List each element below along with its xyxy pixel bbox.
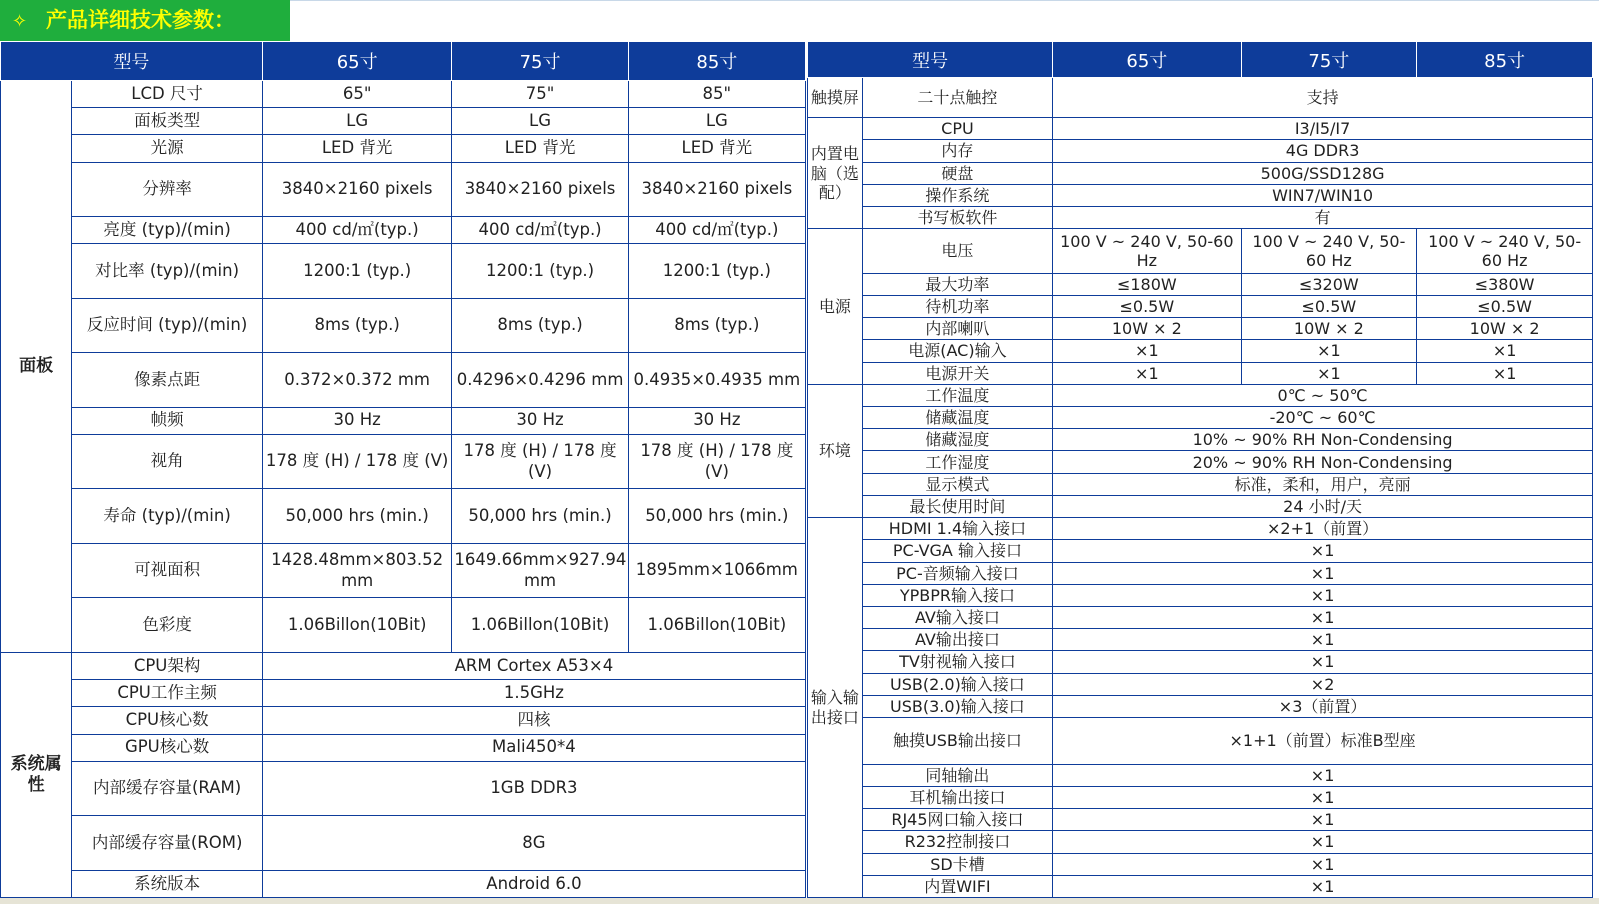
spec-label: 内置WIFI: [862, 875, 1052, 897]
table-row: [808, 786, 1593, 808]
table-row: [808, 384, 1593, 406]
spec-value: ×1: [1053, 764, 1593, 786]
spec-value-85: 400 cd/㎡(typ.): [628, 217, 805, 244]
spec-label: RJ45网口输入接口: [862, 809, 1052, 831]
spec-value: Mali450*4: [262, 734, 805, 761]
spec-value-75: LED 背光: [452, 135, 628, 162]
spec-value-75: 1649.66mm×927.94 mm: [452, 543, 628, 597]
spec-label: 储藏温度: [862, 407, 1052, 429]
spec-label: 分辨率: [72, 162, 263, 216]
table-row: [808, 429, 1593, 451]
spec-label: 反应时间 (typ)/(min): [72, 298, 263, 352]
spec-label: HDMI 1.4输入接口: [862, 518, 1052, 540]
spec-value-65: 1200:1 (typ.): [262, 244, 452, 298]
spec-value-85: 30 Hz: [628, 407, 805, 434]
spec-value: ×1: [1053, 809, 1593, 831]
table-row: [1, 434, 806, 488]
table-row: [808, 407, 1593, 429]
header-model: 型号: [808, 42, 1053, 78]
table-row: [808, 651, 1593, 673]
table-row: [808, 562, 1593, 584]
header-75: 75寸: [452, 42, 628, 81]
group-touch: 触摸屏: [808, 78, 863, 118]
spec-label: PC-VGA 输入接口: [862, 540, 1052, 562]
section-title: 产品详细技术参数：: [46, 8, 235, 32]
table-row: [1, 135, 806, 162]
table-row: [808, 473, 1593, 495]
diamond-star-icon: ✧: [12, 11, 28, 32]
spec-value-75: 75": [452, 81, 628, 108]
table-row: [1, 489, 806, 543]
table-row: [1, 870, 806, 897]
spec-value: -20℃ ~ 60℃: [1053, 407, 1593, 429]
table-row: [808, 295, 1593, 317]
spec-label: AV输出接口: [862, 629, 1052, 651]
table-row: [808, 764, 1593, 786]
table-row: [1, 407, 806, 434]
spec-value-65: LG: [262, 108, 452, 135]
spec-label: 最长使用时间: [862, 495, 1052, 517]
spec-label: SD卡槽: [862, 853, 1052, 875]
spec-value: 标准，柔和，用户，亮丽: [1053, 473, 1593, 495]
spec-label: 寿命 (typ)/(min): [72, 489, 263, 543]
table-row: [808, 451, 1593, 473]
spec-value-75: 178 度 (H) / 178 度 (V): [452, 434, 628, 488]
spec-label: 内存: [862, 140, 1052, 162]
spec-value-65: 1428.48mm×803.52 mm: [262, 543, 452, 597]
spec-value-75: 50,000 hrs (min.): [452, 489, 628, 543]
table-row: [808, 184, 1593, 206]
spec-label: 内部缓存容量(RAM): [72, 761, 263, 815]
table-row: [808, 718, 1593, 765]
spec-label: 储藏湿度: [862, 429, 1052, 451]
table-row: [1, 353, 806, 407]
spec-value-75: 30 Hz: [452, 407, 628, 434]
spec-value: 0℃ ~ 50℃: [1053, 384, 1593, 406]
spec-value: 10% ~ 90% RH Non-Condensing: [1053, 429, 1593, 451]
spec-label: CPU核心数: [72, 707, 263, 734]
table-row: [1, 680, 806, 707]
group-power: 电源: [808, 229, 863, 385]
spec-value-65: 400 cd/㎡(typ.): [262, 217, 452, 244]
spec-value-85: ≤0.5W: [1417, 295, 1593, 317]
spec-label: 二十点触控: [862, 78, 1052, 118]
spec-label: PC-音频输入接口: [862, 562, 1052, 584]
spec-value-85: 1.06Billon(10Bit): [628, 598, 805, 653]
spec-value: ×1+1（前置）标准B型座: [1053, 718, 1593, 765]
spec-value: 8G: [262, 816, 805, 870]
spec-value-65: 50,000 hrs (min.): [262, 489, 452, 543]
spec-value-75: 1200:1 (typ.): [452, 244, 628, 298]
table-row: [808, 607, 1593, 629]
table-row: [808, 495, 1593, 517]
spec-label: CPU架构: [72, 652, 263, 679]
left-spec-table: [0, 41, 806, 898]
spec-value: ×1: [1053, 651, 1593, 673]
spec-value-85: 3840×2160 pixels: [628, 162, 805, 216]
spec-value: ×1: [1053, 853, 1593, 875]
spec-value-75: 400 cd/㎡(typ.): [452, 217, 628, 244]
table-row: [808, 518, 1593, 540]
spec-label: 光源: [72, 135, 263, 162]
table-row: [808, 629, 1593, 651]
table-row: [1, 598, 806, 653]
spec-value: ×1: [1053, 607, 1593, 629]
table-row: [1, 761, 806, 815]
spec-value: 支持: [1053, 78, 1593, 118]
group-system: 系统属性: [1, 652, 72, 897]
table-row: [1, 543, 806, 597]
spec-value: I3/I5/I7: [1053, 118, 1593, 140]
spec-value-85: 100 V ~ 240 V, 50-60 Hz: [1417, 229, 1593, 273]
group-builtin-pc: 内置电脑（选配）: [808, 118, 863, 229]
spec-label: CPU: [862, 118, 1052, 140]
spec-value-85: 8ms (typ.): [628, 298, 805, 352]
spec-label: 色彩度: [72, 598, 263, 653]
spec-value-65: 65": [262, 81, 452, 108]
spec-value: 4G DDR3: [1053, 140, 1593, 162]
spec-label: 电压: [862, 229, 1052, 273]
spec-value-85: ≤380W: [1417, 273, 1593, 295]
table-row: [808, 875, 1593, 897]
spec-value-85: ×1: [1417, 340, 1593, 362]
spec-value-75: 3840×2160 pixels: [452, 162, 628, 216]
spec-label: 耳机输出接口: [862, 786, 1052, 808]
spec-label: 电源(AC)输入: [862, 340, 1052, 362]
top-divider: [290, 0, 1599, 1]
spec-value: ×2+1（前置）: [1053, 518, 1593, 540]
spec-label: 内部喇叭: [862, 318, 1052, 340]
header-85: 85寸: [1417, 42, 1593, 78]
table-row: [1, 652, 806, 679]
spec-label: USB(3.0)输入接口: [862, 695, 1052, 717]
spec-value-85: ×1: [1417, 362, 1593, 384]
spec-value-75: 10W × 2: [1241, 318, 1417, 340]
spec-value-65: 30 Hz: [262, 407, 452, 434]
spec-label: 电源开关: [862, 362, 1052, 384]
spec-value: Android 6.0: [262, 870, 805, 897]
group-environment: 环境: [808, 384, 863, 517]
spec-value-85: 178 度 (H) / 178 度 (V): [628, 434, 805, 488]
spec-value: ×1: [1053, 562, 1593, 584]
spec-label: 待机功率: [862, 295, 1052, 317]
table-row: [1, 734, 806, 761]
table-row: [1, 81, 806, 108]
table-row: [808, 273, 1593, 295]
spec-value-75: 8ms (typ.): [452, 298, 628, 352]
table-row: [808, 362, 1593, 384]
table-row: [1, 108, 806, 135]
spec-label: 最大功率: [862, 273, 1052, 295]
spec-label: USB(2.0)输入接口: [862, 673, 1052, 695]
spec-value: ×2: [1053, 673, 1593, 695]
table-row: [808, 140, 1593, 162]
spec-label: 书写板软件: [862, 207, 1052, 229]
table-row: [808, 229, 1593, 273]
table-row: [808, 673, 1593, 695]
table-row: [808, 853, 1593, 875]
spec-value-85: 10W × 2: [1417, 318, 1593, 340]
table-row: [808, 540, 1593, 562]
spec-value: ×1: [1053, 875, 1593, 897]
table-row: [1, 298, 806, 352]
spec-label: 操作系统: [862, 184, 1052, 206]
spec-value-65: LED 背光: [262, 135, 452, 162]
spec-label: 可视面积: [72, 543, 263, 597]
group-io-ports: 输入输出接口: [808, 518, 863, 898]
spec-label: YPBPR输入接口: [862, 584, 1052, 606]
spec-label: 面板类型: [72, 108, 263, 135]
spec-value-65: 3840×2160 pixels: [262, 162, 452, 216]
spec-value-85: 1895mm×1066mm: [628, 543, 805, 597]
spec-value-65: ×1: [1053, 340, 1241, 362]
spec-value-85: 50,000 hrs (min.): [628, 489, 805, 543]
spec-value-75: 1.06Billon(10Bit): [452, 598, 628, 653]
spec-value: ×1: [1053, 629, 1593, 651]
spec-value: 四核: [262, 707, 805, 734]
spec-label: 系统版本: [72, 870, 263, 897]
table-row: [1, 217, 806, 244]
spec-label: 帧频: [72, 407, 263, 434]
header-model: 型号: [1, 42, 263, 81]
table-row: [1, 162, 806, 216]
spec-value-85: 1200:1 (typ.): [628, 244, 805, 298]
table-row: [808, 318, 1593, 340]
right-spec-table: [807, 41, 1593, 898]
left-header-row: [1, 42, 806, 81]
spec-label: 同轴输出: [862, 764, 1052, 786]
spec-label: LCD 尺寸: [72, 81, 263, 108]
spec-value: 有: [1053, 207, 1593, 229]
spec-value-65: 0.372×0.372 mm: [262, 353, 452, 407]
spec-value-75: ≤0.5W: [1241, 295, 1417, 317]
spec-label: 内部缓存容量(ROM): [72, 816, 263, 870]
spec-value: 1GB DDR3: [262, 761, 805, 815]
spec-label: 硬盘: [862, 162, 1052, 184]
table-row: [808, 831, 1593, 853]
table-row: [808, 207, 1593, 229]
spec-label: 对比率 (typ)/(min): [72, 244, 263, 298]
spec-value-75: ≤320W: [1241, 273, 1417, 295]
spec-value-75: 0.4296×0.4296 mm: [452, 353, 628, 407]
spec-label: 工作湿度: [862, 451, 1052, 473]
spec-value-65: 10W × 2: [1053, 318, 1241, 340]
section-title-banner: [0, 0, 290, 41]
spec-value: ×1: [1053, 584, 1593, 606]
group-panel: 面板: [1, 81, 72, 653]
spec-value-85: LED 背光: [628, 135, 805, 162]
spec-value: 1.5GHz: [262, 680, 805, 707]
header-75: 75寸: [1241, 42, 1417, 78]
table-row: [808, 584, 1593, 606]
table-row: [808, 162, 1593, 184]
right-header-row: [808, 42, 1593, 78]
spec-value: ×1: [1053, 540, 1593, 562]
table-row: [1, 244, 806, 298]
spec-value-85: 85": [628, 81, 805, 108]
spec-value-75: ×1: [1241, 362, 1417, 384]
spec-label: 像素点距: [72, 353, 263, 407]
spec-value-65: 100 V ~ 240 V, 50-60 Hz: [1053, 229, 1241, 273]
spec-value-75: LG: [452, 108, 628, 135]
spec-label: GPU核心数: [72, 734, 263, 761]
spec-value: ×1: [1053, 786, 1593, 808]
spec-value: 500G/SSD128G: [1053, 162, 1593, 184]
spec-label: 触摸USB输出接口: [862, 718, 1052, 765]
spec-value: ×3（前置）: [1053, 695, 1593, 717]
spec-value-65: ≤180W: [1053, 273, 1241, 295]
spec-label: CPU工作主频: [72, 680, 263, 707]
spec-value: ×1: [1053, 831, 1593, 853]
spec-value: 20% ~ 90% RH Non-Condensing: [1053, 451, 1593, 473]
spec-label: R232控制接口: [862, 831, 1052, 853]
table-row: [808, 809, 1593, 831]
spec-value-65: ≤0.5W: [1053, 295, 1241, 317]
bottom-strip: [0, 898, 1599, 904]
spec-value-65: 1.06Billon(10Bit): [262, 598, 452, 653]
spec-value: 24 小时/天: [1053, 495, 1593, 517]
spec-value-75: 100 V ~ 240 V, 50-60 Hz: [1241, 229, 1417, 273]
spec-label: 工作温度: [862, 384, 1052, 406]
spec-label: 视角: [72, 434, 263, 488]
spec-value: WIN7/WIN10: [1053, 184, 1593, 206]
spec-label: 亮度 (typ)/(min): [72, 217, 263, 244]
table-row: [1, 816, 806, 870]
spec-value-65: 178 度 (H) / 178 度 (V): [262, 434, 452, 488]
header-65: 65寸: [262, 42, 452, 81]
table-row: [808, 340, 1593, 362]
table-row: [808, 118, 1593, 140]
header-65: 65寸: [1053, 42, 1241, 78]
spec-value-65: ×1: [1053, 362, 1241, 384]
table-row: [1, 707, 806, 734]
spec-label: AV输入接口: [862, 607, 1052, 629]
spec-value-85: LG: [628, 108, 805, 135]
spec-value: ARM Cortex A53×4: [262, 652, 805, 679]
table-row: [808, 78, 1593, 118]
spec-value-65: 8ms (typ.): [262, 298, 452, 352]
spec-value-85: 0.4935×0.4935 mm: [628, 353, 805, 407]
table-row: [808, 695, 1593, 717]
header-85: 85寸: [628, 42, 805, 81]
spec-value-75: ×1: [1241, 340, 1417, 362]
spec-label: 显示模式: [862, 473, 1052, 495]
spec-label: TV射视输入接口: [862, 651, 1052, 673]
